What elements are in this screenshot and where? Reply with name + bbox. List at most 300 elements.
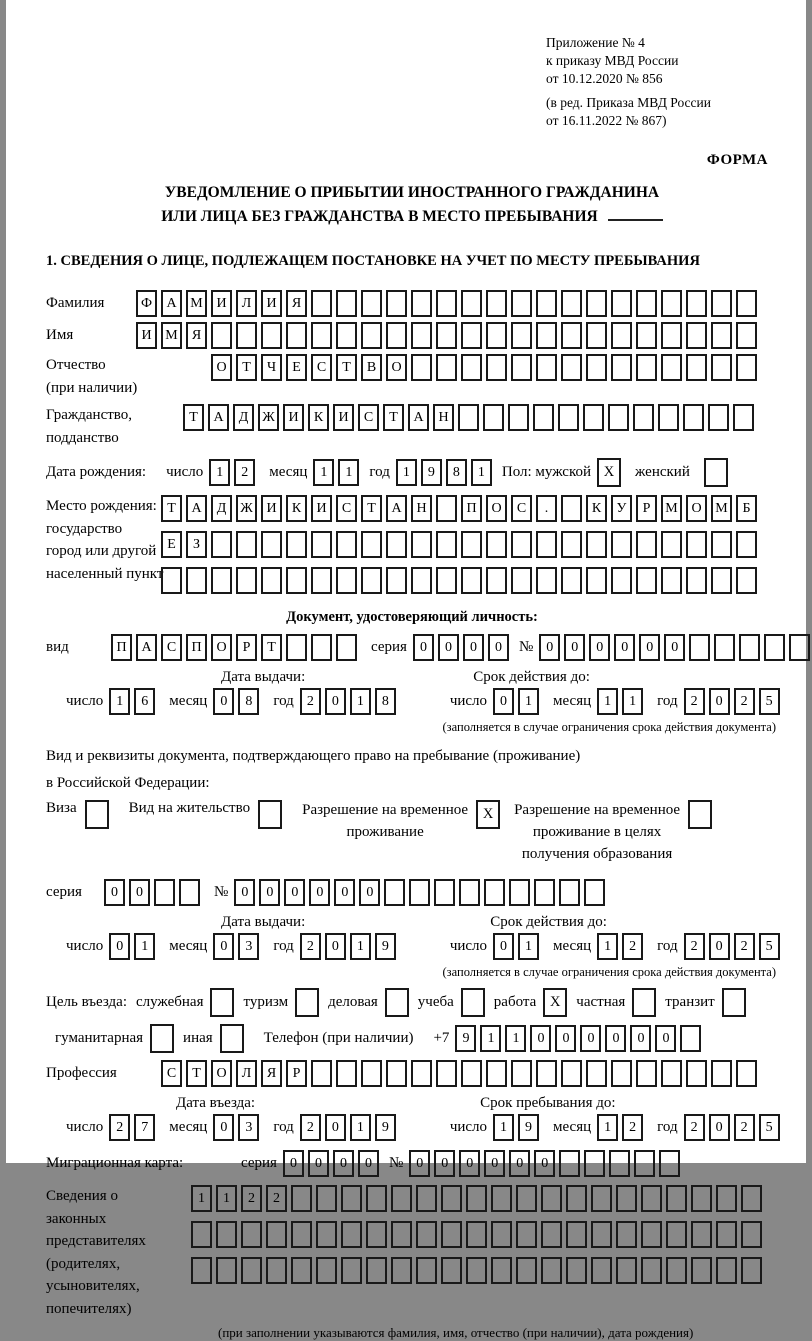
char-cell[interactable]: [386, 1060, 407, 1087]
char-cell[interactable]: [436, 495, 457, 522]
char-cell[interactable]: [386, 567, 407, 594]
char-cell[interactable]: [216, 1257, 237, 1284]
char-cell[interactable]: 0: [284, 879, 305, 906]
char-cell[interactable]: [211, 322, 232, 349]
char-cell[interactable]: Т: [261, 634, 282, 661]
char-cell[interactable]: [641, 1257, 662, 1284]
char-cell[interactable]: 0: [709, 933, 730, 960]
char-cell[interactable]: К: [586, 495, 607, 522]
char-cell[interactable]: [311, 531, 332, 558]
char-cell[interactable]: [534, 879, 555, 906]
char-cell[interactable]: 0: [709, 688, 730, 715]
char-cell[interactable]: 1: [216, 1185, 237, 1212]
char-cell[interactable]: [541, 1221, 562, 1248]
char-cell[interactable]: [636, 354, 657, 381]
char-cell[interactable]: Н: [433, 404, 454, 431]
char-cell[interactable]: [658, 404, 679, 431]
residence-permit-checkbox[interactable]: [258, 800, 282, 829]
char-cell[interactable]: [586, 354, 607, 381]
visa-checkbox[interactable]: [85, 800, 109, 829]
char-cell[interactable]: [211, 531, 232, 558]
char-cell[interactable]: [161, 567, 182, 594]
char-cell[interactable]: [641, 1185, 662, 1212]
char-cell[interactable]: [536, 322, 557, 349]
char-cell[interactable]: [584, 1150, 605, 1177]
char-cell[interactable]: [736, 1060, 757, 1087]
char-cell[interactable]: [458, 404, 479, 431]
char-cell[interactable]: [386, 322, 407, 349]
char-cell[interactable]: 0: [325, 933, 346, 960]
char-cell[interactable]: [636, 531, 657, 558]
char-cell[interactable]: А: [386, 495, 407, 522]
char-cell[interactable]: С: [336, 495, 357, 522]
char-cell[interactable]: 6: [134, 688, 155, 715]
char-cell[interactable]: [636, 290, 657, 317]
char-cell[interactable]: [341, 1185, 362, 1212]
char-cell[interactable]: [336, 1060, 357, 1087]
char-cell[interactable]: [291, 1257, 312, 1284]
char-cell[interactable]: [536, 354, 557, 381]
char-cell[interactable]: [461, 322, 482, 349]
char-cell[interactable]: Н: [411, 495, 432, 522]
char-cell[interactable]: [411, 322, 432, 349]
char-cell[interactable]: [711, 567, 732, 594]
char-cell[interactable]: [211, 567, 232, 594]
char-cell[interactable]: [286, 531, 307, 558]
char-cell[interactable]: М: [186, 290, 207, 317]
char-cell[interactable]: Т: [361, 495, 382, 522]
char-cell[interactable]: [616, 1221, 637, 1248]
char-cell[interactable]: А: [408, 404, 429, 431]
char-cell[interactable]: [536, 1060, 557, 1087]
char-cell[interactable]: 1: [597, 1114, 618, 1141]
char-cell[interactable]: [336, 531, 357, 558]
char-cell[interactable]: [666, 1221, 687, 1248]
char-cell[interactable]: [661, 322, 682, 349]
char-cell[interactable]: [516, 1257, 537, 1284]
char-cell[interactable]: [486, 531, 507, 558]
char-cell[interactable]: 0: [488, 634, 509, 661]
char-cell[interactable]: [711, 354, 732, 381]
char-cell[interactable]: И: [261, 290, 282, 317]
char-cell[interactable]: [366, 1257, 387, 1284]
char-cell[interactable]: 2: [266, 1185, 287, 1212]
char-cell[interactable]: 0: [283, 1150, 304, 1177]
char-cell[interactable]: [736, 531, 757, 558]
char-cell[interactable]: 0: [534, 1150, 555, 1177]
char-cell[interactable]: [736, 354, 757, 381]
char-cell[interactable]: 0: [129, 879, 150, 906]
char-cell[interactable]: Т: [336, 354, 357, 381]
char-cell[interactable]: [261, 322, 282, 349]
char-cell[interactable]: 0: [639, 634, 660, 661]
char-cell[interactable]: [686, 322, 707, 349]
char-cell[interactable]: 2: [684, 1114, 705, 1141]
char-cell[interactable]: [341, 1257, 362, 1284]
char-cell[interactable]: [714, 634, 735, 661]
char-cell[interactable]: 0: [580, 1025, 601, 1052]
char-cell[interactable]: [561, 322, 582, 349]
char-cell[interactable]: [491, 1257, 512, 1284]
char-cell[interactable]: [508, 404, 529, 431]
char-cell[interactable]: [366, 1185, 387, 1212]
char-cell[interactable]: 2: [622, 933, 643, 960]
char-cell[interactable]: [291, 1185, 312, 1212]
char-cell[interactable]: [261, 531, 282, 558]
char-cell[interactable]: [311, 290, 332, 317]
char-cell[interactable]: [411, 1060, 432, 1087]
char-cell[interactable]: 1: [191, 1185, 212, 1212]
char-cell[interactable]: [486, 290, 507, 317]
char-cell[interactable]: [461, 567, 482, 594]
char-cell[interactable]: Т: [236, 354, 257, 381]
char-cell[interactable]: И: [311, 495, 332, 522]
char-cell[interactable]: [561, 290, 582, 317]
char-cell[interactable]: Л: [236, 290, 257, 317]
char-cell[interactable]: [484, 879, 505, 906]
char-cell[interactable]: [611, 1060, 632, 1087]
char-cell[interactable]: [711, 531, 732, 558]
char-cell[interactable]: О: [211, 1060, 232, 1087]
char-cell[interactable]: [466, 1257, 487, 1284]
char-cell[interactable]: 2: [234, 459, 255, 486]
char-cell[interactable]: 9: [375, 933, 396, 960]
purpose-business-checkbox[interactable]: [385, 988, 409, 1017]
char-cell[interactable]: [591, 1221, 612, 1248]
char-cell[interactable]: [436, 1060, 457, 1087]
char-cell[interactable]: [341, 1221, 362, 1248]
char-cell[interactable]: 1: [518, 688, 539, 715]
purpose-transit-checkbox[interactable]: [722, 988, 746, 1017]
char-cell[interactable]: [686, 531, 707, 558]
char-cell[interactable]: 8: [238, 688, 259, 715]
char-cell[interactable]: Т: [186, 1060, 207, 1087]
char-cell[interactable]: 0: [605, 1025, 626, 1052]
char-cell[interactable]: [311, 567, 332, 594]
char-cell[interactable]: 0: [334, 879, 355, 906]
char-cell[interactable]: [711, 322, 732, 349]
char-cell[interactable]: [411, 354, 432, 381]
char-cell[interactable]: 5: [759, 1114, 780, 1141]
char-cell[interactable]: К: [286, 495, 307, 522]
char-cell[interactable]: [733, 404, 754, 431]
char-cell[interactable]: 0: [409, 1150, 430, 1177]
char-cell[interactable]: [691, 1257, 712, 1284]
char-cell[interactable]: [716, 1257, 737, 1284]
char-cell[interactable]: [336, 634, 357, 661]
char-cell[interactable]: 0: [308, 1150, 329, 1177]
char-cell[interactable]: 7: [134, 1114, 155, 1141]
char-cell[interactable]: [716, 1185, 737, 1212]
char-cell[interactable]: 9: [518, 1114, 539, 1141]
char-cell[interactable]: [291, 1221, 312, 1248]
char-cell[interactable]: 0: [358, 1150, 379, 1177]
char-cell[interactable]: Я: [186, 322, 207, 349]
char-cell[interactable]: Р: [236, 634, 257, 661]
char-cell[interactable]: [591, 1257, 612, 1284]
char-cell[interactable]: [511, 354, 532, 381]
char-cell[interactable]: [511, 322, 532, 349]
char-cell[interactable]: [739, 634, 760, 661]
char-cell[interactable]: О: [486, 495, 507, 522]
char-cell[interactable]: 1: [597, 688, 618, 715]
char-cell[interactable]: П: [111, 634, 132, 661]
char-cell[interactable]: [491, 1185, 512, 1212]
char-cell[interactable]: [561, 495, 582, 522]
char-cell[interactable]: [461, 1060, 482, 1087]
sex-male-checkbox[interactable]: X: [597, 458, 621, 487]
char-cell[interactable]: [683, 404, 704, 431]
char-cell[interactable]: [466, 1185, 487, 1212]
char-cell[interactable]: [436, 531, 457, 558]
char-cell[interactable]: [691, 1221, 712, 1248]
char-cell[interactable]: [191, 1257, 212, 1284]
char-cell[interactable]: [434, 879, 455, 906]
char-cell[interactable]: [366, 1221, 387, 1248]
char-cell[interactable]: .: [536, 495, 557, 522]
char-cell[interactable]: [584, 879, 605, 906]
temp-residence-checkbox[interactable]: X: [476, 800, 500, 829]
char-cell[interactable]: 0: [655, 1025, 676, 1052]
char-cell[interactable]: 8: [375, 688, 396, 715]
char-cell[interactable]: Л: [236, 1060, 257, 1087]
char-cell[interactable]: [586, 290, 607, 317]
char-cell[interactable]: [741, 1221, 762, 1248]
char-cell[interactable]: 1: [597, 933, 618, 960]
char-cell[interactable]: [536, 290, 557, 317]
char-cell[interactable]: [686, 290, 707, 317]
char-cell[interactable]: [559, 879, 580, 906]
char-cell[interactable]: 2: [684, 933, 705, 960]
char-cell[interactable]: [689, 634, 710, 661]
char-cell[interactable]: 0: [109, 933, 130, 960]
char-cell[interactable]: [511, 1060, 532, 1087]
char-cell[interactable]: [561, 531, 582, 558]
purpose-official-checkbox[interactable]: [210, 988, 234, 1017]
char-cell[interactable]: П: [186, 634, 207, 661]
char-cell[interactable]: 0: [213, 688, 234, 715]
char-cell[interactable]: [191, 1221, 212, 1248]
char-cell[interactable]: 0: [259, 879, 280, 906]
char-cell[interactable]: 2: [734, 933, 755, 960]
char-cell[interactable]: 1: [350, 688, 371, 715]
char-cell[interactable]: Ч: [261, 354, 282, 381]
char-cell[interactable]: [466, 1221, 487, 1248]
char-cell[interactable]: С: [311, 354, 332, 381]
char-cell[interactable]: 0: [213, 933, 234, 960]
char-cell[interactable]: [486, 354, 507, 381]
char-cell[interactable]: [441, 1257, 462, 1284]
char-cell[interactable]: О: [211, 354, 232, 381]
char-cell[interactable]: 1: [396, 459, 417, 486]
char-cell[interactable]: [611, 290, 632, 317]
purpose-study-checkbox[interactable]: [461, 988, 485, 1017]
char-cell[interactable]: [236, 531, 257, 558]
char-cell[interactable]: [483, 404, 504, 431]
char-cell[interactable]: 0: [493, 933, 514, 960]
char-cell[interactable]: [586, 531, 607, 558]
char-cell[interactable]: И: [283, 404, 304, 431]
char-cell[interactable]: 1: [622, 688, 643, 715]
char-cell[interactable]: [386, 531, 407, 558]
char-cell[interactable]: [416, 1257, 437, 1284]
char-cell[interactable]: [391, 1257, 412, 1284]
char-cell[interactable]: [636, 567, 657, 594]
purpose-other-checkbox[interactable]: [220, 1024, 244, 1053]
char-cell[interactable]: 0: [434, 1150, 455, 1177]
char-cell[interactable]: [764, 634, 785, 661]
char-cell[interactable]: 1: [505, 1025, 526, 1052]
char-cell[interactable]: [736, 290, 757, 317]
char-cell[interactable]: [591, 1185, 612, 1212]
char-cell[interactable]: [666, 1257, 687, 1284]
char-cell[interactable]: [361, 567, 382, 594]
char-cell[interactable]: [461, 531, 482, 558]
char-cell[interactable]: [266, 1221, 287, 1248]
char-cell[interactable]: 2: [734, 688, 755, 715]
char-cell[interactable]: 5: [759, 933, 780, 960]
char-cell[interactable]: [666, 1185, 687, 1212]
char-cell[interactable]: [361, 531, 382, 558]
char-cell[interactable]: С: [161, 1060, 182, 1087]
char-cell[interactable]: [586, 322, 607, 349]
char-cell[interactable]: [736, 322, 757, 349]
char-cell[interactable]: И: [333, 404, 354, 431]
char-cell[interactable]: [708, 404, 729, 431]
char-cell[interactable]: [634, 1150, 655, 1177]
char-cell[interactable]: [236, 322, 257, 349]
char-cell[interactable]: [436, 290, 457, 317]
char-cell[interactable]: 0: [664, 634, 685, 661]
char-cell[interactable]: Ж: [258, 404, 279, 431]
char-cell[interactable]: Т: [161, 495, 182, 522]
char-cell[interactable]: [611, 354, 632, 381]
char-cell[interactable]: 0: [589, 634, 610, 661]
char-cell[interactable]: [661, 567, 682, 594]
char-cell[interactable]: И: [261, 495, 282, 522]
char-cell[interactable]: О: [211, 634, 232, 661]
char-cell[interactable]: [186, 567, 207, 594]
char-cell[interactable]: [633, 404, 654, 431]
char-cell[interactable]: 9: [375, 1114, 396, 1141]
char-cell[interactable]: 2: [300, 688, 321, 715]
char-cell[interactable]: 0: [530, 1025, 551, 1052]
char-cell[interactable]: 0: [463, 634, 484, 661]
char-cell[interactable]: [533, 404, 554, 431]
char-cell[interactable]: [691, 1185, 712, 1212]
char-cell[interactable]: Я: [261, 1060, 282, 1087]
char-cell[interactable]: Я: [286, 290, 307, 317]
char-cell[interactable]: [686, 354, 707, 381]
char-cell[interactable]: 9: [455, 1025, 476, 1052]
char-cell[interactable]: [686, 1060, 707, 1087]
char-cell[interactable]: 0: [459, 1150, 480, 1177]
char-cell[interactable]: Т: [183, 404, 204, 431]
char-cell[interactable]: [311, 1060, 332, 1087]
char-cell[interactable]: [486, 1060, 507, 1087]
purpose-private-checkbox[interactable]: [632, 988, 656, 1017]
char-cell[interactable]: 8: [446, 459, 467, 486]
char-cell[interactable]: 2: [300, 1114, 321, 1141]
char-cell[interactable]: [436, 322, 457, 349]
char-cell[interactable]: Ж: [236, 495, 257, 522]
temp-residence-edu-checkbox[interactable]: [688, 800, 712, 829]
char-cell[interactable]: И: [136, 322, 157, 349]
char-cell[interactable]: [541, 1257, 562, 1284]
char-cell[interactable]: [511, 567, 532, 594]
char-cell[interactable]: Е: [161, 531, 182, 558]
char-cell[interactable]: 1: [480, 1025, 501, 1052]
char-cell[interactable]: 0: [493, 688, 514, 715]
char-cell[interactable]: [611, 531, 632, 558]
char-cell[interactable]: [583, 404, 604, 431]
char-cell[interactable]: 0: [539, 634, 560, 661]
char-cell[interactable]: [154, 879, 175, 906]
char-cell[interactable]: [661, 1060, 682, 1087]
char-cell[interactable]: 0: [325, 1114, 346, 1141]
char-cell[interactable]: 1: [134, 933, 155, 960]
purpose-work-checkbox[interactable]: X: [543, 988, 567, 1017]
char-cell[interactable]: Т: [383, 404, 404, 431]
char-cell[interactable]: [741, 1185, 762, 1212]
char-cell[interactable]: 2: [684, 688, 705, 715]
char-cell[interactable]: А: [161, 290, 182, 317]
char-cell[interactable]: 0: [213, 1114, 234, 1141]
purpose-tourism-checkbox[interactable]: [295, 988, 319, 1017]
char-cell[interactable]: [711, 1060, 732, 1087]
char-cell[interactable]: [216, 1221, 237, 1248]
char-cell[interactable]: 0: [614, 634, 635, 661]
char-cell[interactable]: [558, 404, 579, 431]
char-cell[interactable]: [516, 1221, 537, 1248]
char-cell[interactable]: [611, 322, 632, 349]
char-cell[interactable]: [636, 1060, 657, 1087]
char-cell[interactable]: [491, 1221, 512, 1248]
char-cell[interactable]: 0: [484, 1150, 505, 1177]
char-cell[interactable]: 3: [238, 1114, 259, 1141]
char-cell[interactable]: [459, 879, 480, 906]
char-cell[interactable]: Д: [233, 404, 254, 431]
char-cell[interactable]: [541, 1185, 562, 1212]
char-cell[interactable]: [241, 1257, 262, 1284]
char-cell[interactable]: [616, 1257, 637, 1284]
char-cell[interactable]: У: [611, 495, 632, 522]
char-cell[interactable]: А: [136, 634, 157, 661]
char-cell[interactable]: 0: [630, 1025, 651, 1052]
char-cell[interactable]: [391, 1221, 412, 1248]
char-cell[interactable]: [391, 1185, 412, 1212]
char-cell[interactable]: [266, 1257, 287, 1284]
char-cell[interactable]: Ф: [136, 290, 157, 317]
char-cell[interactable]: [411, 290, 432, 317]
char-cell[interactable]: [586, 567, 607, 594]
char-cell[interactable]: [559, 1150, 580, 1177]
char-cell[interactable]: 0: [359, 879, 380, 906]
char-cell[interactable]: Р: [286, 1060, 307, 1087]
char-cell[interactable]: [616, 1185, 637, 1212]
char-cell[interactable]: [536, 531, 557, 558]
char-cell[interactable]: [566, 1185, 587, 1212]
char-cell[interactable]: [609, 1150, 630, 1177]
char-cell[interactable]: [511, 531, 532, 558]
char-cell[interactable]: 2: [109, 1114, 130, 1141]
char-cell[interactable]: 5: [759, 688, 780, 715]
char-cell[interactable]: 1: [350, 1114, 371, 1141]
char-cell[interactable]: И: [211, 290, 232, 317]
char-cell[interactable]: П: [461, 495, 482, 522]
char-cell[interactable]: [611, 567, 632, 594]
char-cell[interactable]: 2: [622, 1114, 643, 1141]
